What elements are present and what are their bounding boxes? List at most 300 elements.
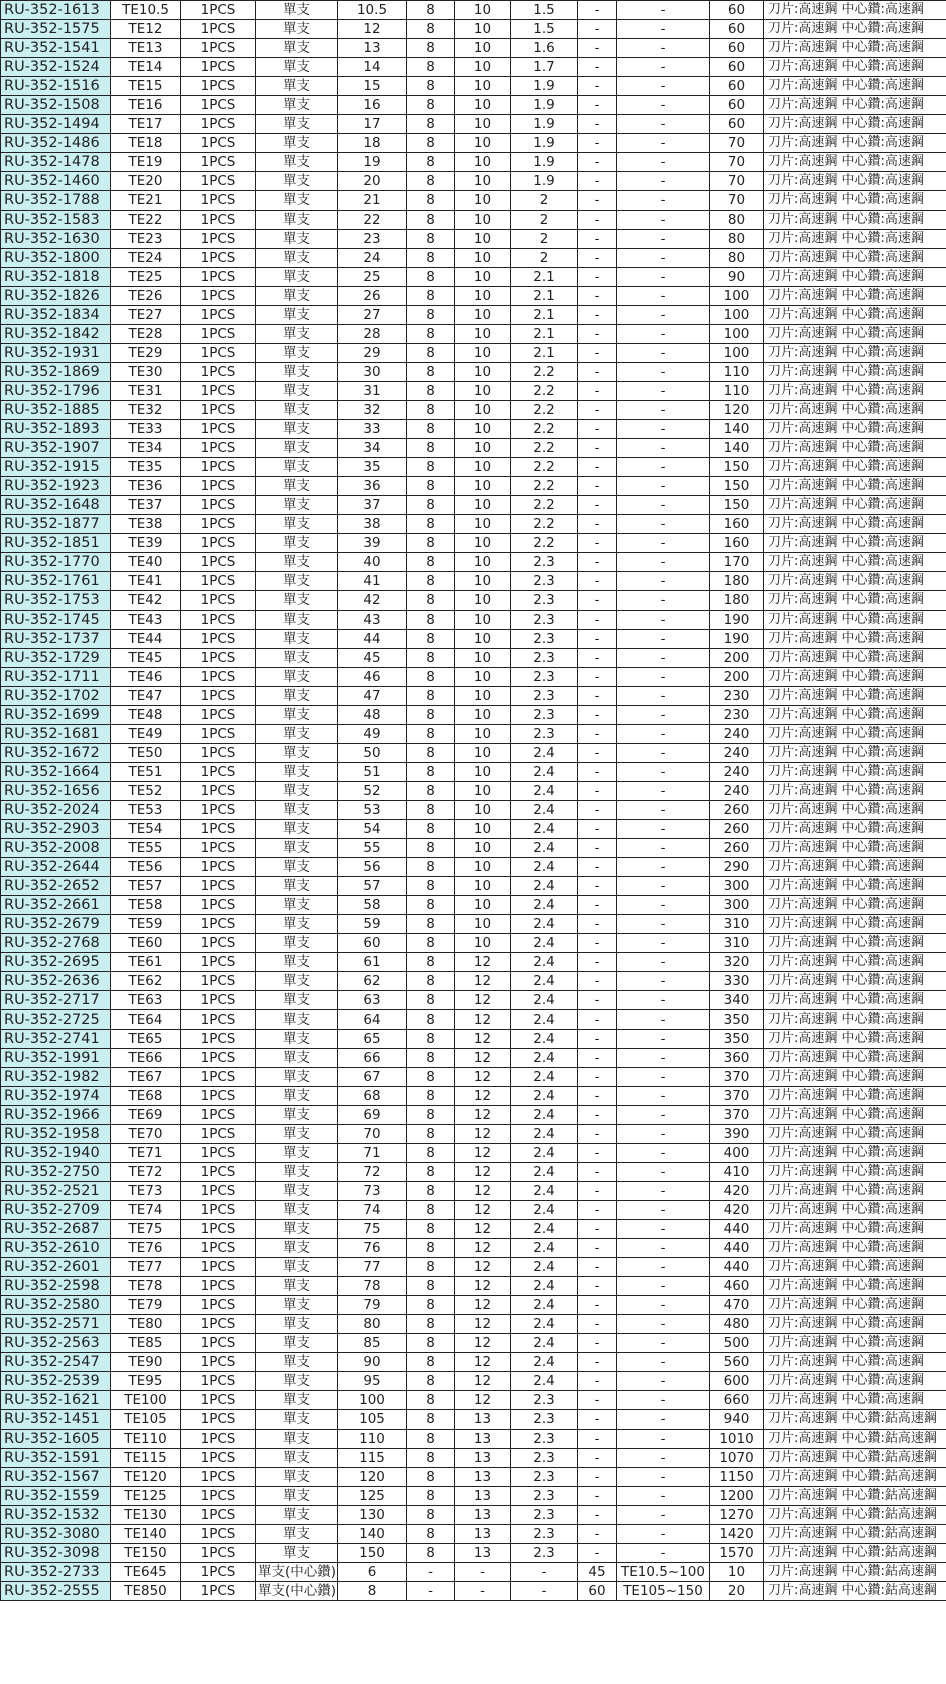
- cell-unit-type: 單支: [256, 991, 338, 1010]
- cell-part-number: RU-352-2008: [1, 839, 111, 858]
- cell-applicable-range: -: [617, 1505, 710, 1524]
- cell-price: 100: [710, 343, 764, 362]
- cell-shank: 8: [407, 1410, 455, 1429]
- cell-part-number: RU-352-1508: [1, 96, 111, 115]
- cell-material: 刀片:高速鋼 中心鑽:高速鋼: [764, 572, 946, 591]
- table-row: [1, 1562, 946, 1581]
- cell-part-number: RU-352-3098: [1, 1543, 111, 1562]
- cell-shank: 8: [407, 1181, 455, 1200]
- cell-applicable-range: -: [617, 1467, 710, 1486]
- cell-thickness: 2.2: [511, 439, 578, 458]
- cell-part-number: RU-352-1745: [1, 610, 111, 629]
- cell-center-drill-size: -: [578, 915, 617, 934]
- cell-thickness: 2.4: [511, 1296, 578, 1315]
- cell-center-drill-size: -: [578, 839, 617, 858]
- cell-unit-type: 單支: [256, 953, 338, 972]
- cell-model: TE18: [111, 134, 181, 153]
- cell-quantity: 1PCS: [181, 591, 256, 610]
- cell-price: 1270: [710, 1505, 764, 1524]
- cell-unit-type: 單支(中心鑽): [256, 1581, 338, 1600]
- cell-diameter: 40: [338, 553, 407, 572]
- cell-price: 390: [710, 1124, 764, 1143]
- cell-center-drill-size: -: [578, 1162, 617, 1181]
- cell-part-number: RU-352-1761: [1, 572, 111, 591]
- cell-thickness: 2.3: [511, 1448, 578, 1467]
- cell-part-number: RU-352-1907: [1, 439, 111, 458]
- cell-diameter: 140: [338, 1524, 407, 1543]
- cell-quantity: 1PCS: [181, 381, 256, 400]
- cell-shank: 8: [407, 1296, 455, 1315]
- cell-model: TE38: [111, 515, 181, 534]
- cell-thickness: 2.2: [511, 534, 578, 553]
- cell-model: TE47: [111, 686, 181, 705]
- cell-shank: 8: [407, 800, 455, 819]
- cell-unit-type: 單支: [256, 839, 338, 858]
- cell-material: 刀片:高速鋼 中心鑽:高速鋼: [764, 115, 946, 134]
- cell-quantity: 1PCS: [181, 915, 256, 934]
- cell-applicable-range: -: [617, 724, 710, 743]
- cell-applicable-range: -: [617, 1181, 710, 1200]
- cell-diameter: 63: [338, 991, 407, 1010]
- cell-price: 170: [710, 553, 764, 572]
- cell-shank: 8: [407, 896, 455, 915]
- cell-price: 260: [710, 800, 764, 819]
- cell-thickness: 2.2: [511, 458, 578, 477]
- cell-diameter: 77: [338, 1258, 407, 1277]
- cell-applicable-range: -: [617, 477, 710, 496]
- cell-center-drill-size: -: [578, 229, 617, 248]
- table-row: [1, 972, 946, 991]
- cell-thickness: 2.3: [511, 667, 578, 686]
- cell-diameter: 74: [338, 1200, 407, 1219]
- cell-center-drill-size: -: [578, 591, 617, 610]
- cell-applicable-range: -: [617, 439, 710, 458]
- cell-part-number: RU-352-2547: [1, 1353, 111, 1372]
- cell-applicable-range: -: [617, 20, 710, 39]
- cell-material: 刀片:高速鋼 中心鑽:高速鋼: [764, 1277, 946, 1296]
- table-row: [1, 400, 946, 419]
- cell-quantity: 1PCS: [181, 153, 256, 172]
- cell-unit-type: 單支: [256, 800, 338, 819]
- cell-model: TE74: [111, 1200, 181, 1219]
- cell-material: 刀片:高速鋼 中心鑽:高速鋼: [764, 1372, 946, 1391]
- cell-quantity: 1PCS: [181, 343, 256, 362]
- cell-model: TE71: [111, 1143, 181, 1162]
- cell-price: 90: [710, 267, 764, 286]
- cell-part-number: RU-352-1893: [1, 420, 111, 439]
- cell-part-number: RU-352-2709: [1, 1200, 111, 1219]
- cell-price: 60: [710, 115, 764, 134]
- cell-diameter: 55: [338, 839, 407, 858]
- cell-length: 10: [455, 343, 511, 362]
- cell-price: 1570: [710, 1543, 764, 1562]
- cell-length: 10: [455, 58, 511, 77]
- cell-material: 刀片:高速鋼 中心鑽:高速鋼: [764, 191, 946, 210]
- cell-center-drill-size: -: [578, 362, 617, 381]
- cell-thickness: 2.4: [511, 915, 578, 934]
- cell-part-number: RU-352-1460: [1, 172, 111, 191]
- cell-shank: 8: [407, 248, 455, 267]
- cell-quantity: 1PCS: [181, 705, 256, 724]
- cell-model: TE77: [111, 1258, 181, 1277]
- cell-unit-type: 單支: [256, 820, 338, 839]
- cell-center-drill-size: -: [578, 1220, 617, 1239]
- cell-model: TE43: [111, 610, 181, 629]
- table-row: [1, 305, 946, 324]
- cell-diameter: 53: [338, 800, 407, 819]
- cell-thickness: 2.4: [511, 1029, 578, 1048]
- cell-price: 240: [710, 743, 764, 762]
- cell-unit-type: 單支: [256, 591, 338, 610]
- cell-price: 320: [710, 953, 764, 972]
- cell-center-drill-size: -: [578, 1410, 617, 1429]
- cell-material: 刀片:高速鋼 中心鑽:高速鋼: [764, 20, 946, 39]
- table-row: [1, 1505, 946, 1524]
- cell-model: TE90: [111, 1353, 181, 1372]
- cell-price: 370: [710, 1105, 764, 1124]
- cell-shank: 8: [407, 1543, 455, 1562]
- cell-quantity: 1PCS: [181, 1048, 256, 1067]
- cell-diameter: 23: [338, 229, 407, 248]
- cell-diameter: 37: [338, 496, 407, 515]
- table-row: [1, 1048, 946, 1067]
- table-row: [1, 458, 946, 477]
- cell-part-number: RU-352-1931: [1, 343, 111, 362]
- cell-center-drill-size: -: [578, 305, 617, 324]
- cell-length: 10: [455, 134, 511, 153]
- cell-diameter: 72: [338, 1162, 407, 1181]
- cell-applicable-range: -: [617, 762, 710, 781]
- cell-model: TE61: [111, 953, 181, 972]
- cell-price: 240: [710, 762, 764, 781]
- cell-diameter: 76: [338, 1239, 407, 1258]
- cell-diameter: 115: [338, 1448, 407, 1467]
- cell-model: TE20: [111, 172, 181, 191]
- cell-price: 100: [710, 305, 764, 324]
- cell-diameter: 80: [338, 1315, 407, 1334]
- cell-unit-type: 單支: [256, 58, 338, 77]
- table-row: [1, 1353, 946, 1372]
- cell-length: 10: [455, 648, 511, 667]
- cell-diameter: 58: [338, 896, 407, 915]
- table-row: [1, 1486, 946, 1505]
- table-row: [1, 1124, 946, 1143]
- table-row: [1, 248, 946, 267]
- cell-center-drill-size: -: [578, 1372, 617, 1391]
- cell-shank: 8: [407, 762, 455, 781]
- cell-unit-type: 單支: [256, 267, 338, 286]
- cell-thickness: 2.4: [511, 1315, 578, 1334]
- cell-unit-type: 單支: [256, 210, 338, 229]
- cell-quantity: 1PCS: [181, 172, 256, 191]
- cell-model: TE85: [111, 1334, 181, 1353]
- cell-price: 160: [710, 515, 764, 534]
- cell-part-number: RU-352-1567: [1, 1467, 111, 1486]
- table-row: [1, 1429, 946, 1448]
- cell-shank: 8: [407, 400, 455, 419]
- cell-applicable-range: -: [617, 362, 710, 381]
- cell-quantity: 1PCS: [181, 1315, 256, 1334]
- cell-part-number: RU-352-1788: [1, 191, 111, 210]
- cell-center-drill-size: -: [578, 1353, 617, 1372]
- cell-unit-type: 單支: [256, 1486, 338, 1505]
- cell-unit-type: 單支: [256, 305, 338, 324]
- cell-quantity: 1PCS: [181, 115, 256, 134]
- cell-applicable-range: TE10.5~100: [617, 1562, 710, 1581]
- cell-length: 10: [455, 762, 511, 781]
- cell-price: 110: [710, 381, 764, 400]
- cell-price: 60: [710, 58, 764, 77]
- cell-unit-type: 單支: [256, 877, 338, 896]
- cell-model: TE52: [111, 781, 181, 800]
- cell-unit-type: 單支: [256, 439, 338, 458]
- cell-shank: 8: [407, 553, 455, 572]
- cell-applicable-range: -: [617, 210, 710, 229]
- cell-price: 440: [710, 1258, 764, 1277]
- cell-model: TE60: [111, 934, 181, 953]
- cell-shank: 8: [407, 172, 455, 191]
- cell-part-number: RU-352-1699: [1, 705, 111, 724]
- cell-applicable-range: -: [617, 343, 710, 362]
- cell-quantity: 1PCS: [181, 1486, 256, 1505]
- cell-thickness: 1.9: [511, 96, 578, 115]
- cell-model: TE56: [111, 858, 181, 877]
- cell-applicable-range: -: [617, 800, 710, 819]
- cell-diameter: 70: [338, 1124, 407, 1143]
- cell-material: 刀片:高速鋼 中心鑽:鈷高速鋼: [764, 1410, 946, 1429]
- cell-part-number: RU-352-2539: [1, 1372, 111, 1391]
- cell-price: 60: [710, 1, 764, 20]
- cell-diameter: 42: [338, 591, 407, 610]
- cell-length: 13: [455, 1448, 511, 1467]
- cell-unit-type: 單支: [256, 1239, 338, 1258]
- cell-model: TE95: [111, 1372, 181, 1391]
- cell-quantity: 1PCS: [181, 648, 256, 667]
- cell-unit-type: 單支: [256, 1334, 338, 1353]
- cell-thickness: 2.2: [511, 420, 578, 439]
- cell-applicable-range: -: [617, 1, 710, 20]
- cell-thickness: 2.1: [511, 324, 578, 343]
- cell-quantity: 1PCS: [181, 515, 256, 534]
- cell-quantity: 1PCS: [181, 781, 256, 800]
- cell-material: 刀片:高速鋼 中心鑽:高速鋼: [764, 96, 946, 115]
- cell-model: TE16: [111, 96, 181, 115]
- cell-length: 13: [455, 1505, 511, 1524]
- cell-length: 10: [455, 553, 511, 572]
- cell-applicable-range: -: [617, 115, 710, 134]
- cell-applicable-range: -: [617, 1162, 710, 1181]
- cell-shank: 8: [407, 1505, 455, 1524]
- cell-model: TE10.5: [111, 1, 181, 20]
- cell-shank: 8: [407, 1029, 455, 1048]
- cell-length: 10: [455, 800, 511, 819]
- table-row: [1, 324, 946, 343]
- cell-material: 刀片:高速鋼 中心鑽:鈷高速鋼: [764, 1562, 946, 1581]
- cell-center-drill-size: -: [578, 934, 617, 953]
- table-row: [1, 1334, 946, 1353]
- cell-material: 刀片:高速鋼 中心鑽:高速鋼: [764, 877, 946, 896]
- cell-price: 290: [710, 858, 764, 877]
- cell-model: TE13: [111, 39, 181, 58]
- cell-shank: 8: [407, 496, 455, 515]
- cell-price: 410: [710, 1162, 764, 1181]
- cell-applicable-range: -: [617, 1353, 710, 1372]
- cell-center-drill-size: -: [578, 1200, 617, 1219]
- cell-quantity: 1PCS: [181, 20, 256, 39]
- cell-diameter: 13: [338, 39, 407, 58]
- cell-material: 刀片:高速鋼 中心鑽:高速鋼: [764, 991, 946, 1010]
- cell-price: 1200: [710, 1486, 764, 1505]
- cell-applicable-range: -: [617, 972, 710, 991]
- cell-part-number: RU-352-1451: [1, 1410, 111, 1429]
- cell-applicable-range: -: [617, 1067, 710, 1086]
- cell-thickness: 2: [511, 191, 578, 210]
- cell-model: TE37: [111, 496, 181, 515]
- cell-length: 10: [455, 400, 511, 419]
- cell-model: TE100: [111, 1391, 181, 1410]
- cell-center-drill-size: -: [578, 667, 617, 686]
- cell-center-drill-size: -: [578, 1448, 617, 1467]
- cell-part-number: RU-352-1770: [1, 553, 111, 572]
- cell-thickness: 1.6: [511, 39, 578, 58]
- cell-model: TE15: [111, 77, 181, 96]
- cell-unit-type: 單支: [256, 915, 338, 934]
- cell-model: TE64: [111, 1010, 181, 1029]
- cell-price: 230: [710, 686, 764, 705]
- cell-applicable-range: -: [617, 381, 710, 400]
- cell-unit-type: 單支: [256, 1372, 338, 1391]
- cell-diameter: 45: [338, 648, 407, 667]
- cell-thickness: 2.3: [511, 724, 578, 743]
- cell-center-drill-size: -: [578, 1143, 617, 1162]
- cell-center-drill-size: -: [578, 20, 617, 39]
- cell-diameter: 79: [338, 1296, 407, 1315]
- cell-thickness: 2.4: [511, 1220, 578, 1239]
- cell-length: 12: [455, 991, 511, 1010]
- cell-shank: 8: [407, 1277, 455, 1296]
- cell-material: 刀片:高速鋼 中心鑽:高速鋼: [764, 477, 946, 496]
- table-row: [1, 134, 946, 153]
- cell-price: 500: [710, 1334, 764, 1353]
- cell-unit-type: 單支: [256, 229, 338, 248]
- table-row: [1, 439, 946, 458]
- cell-model: TE46: [111, 667, 181, 686]
- cell-center-drill-size: -: [578, 1543, 617, 1562]
- table-row: [1, 896, 946, 915]
- table-row: [1, 1143, 946, 1162]
- cell-material: 刀片:高速鋼 中心鑽:高速鋼: [764, 743, 946, 762]
- cell-part-number: RU-352-1869: [1, 362, 111, 381]
- cell-center-drill-size: -: [578, 496, 617, 515]
- cell-center-drill-size: -: [578, 58, 617, 77]
- cell-price: 70: [710, 134, 764, 153]
- cell-material: 刀片:高速鋼 中心鑽:高速鋼: [764, 1258, 946, 1277]
- table-row: [1, 496, 946, 515]
- cell-diameter: 32: [338, 400, 407, 419]
- cell-diameter: 48: [338, 705, 407, 724]
- cell-quantity: 1PCS: [181, 1010, 256, 1029]
- cell-part-number: RU-352-1583: [1, 210, 111, 229]
- cell-diameter: 21: [338, 191, 407, 210]
- cell-quantity: 1PCS: [181, 953, 256, 972]
- cell-applicable-range: -: [617, 1315, 710, 1334]
- cell-length: 10: [455, 420, 511, 439]
- cell-applicable-range: -: [617, 1334, 710, 1353]
- table-row: [1, 1467, 946, 1486]
- cell-material: 刀片:高速鋼 中心鑽:高速鋼: [764, 591, 946, 610]
- cell-quantity: 1PCS: [181, 724, 256, 743]
- cell-price: 1420: [710, 1524, 764, 1543]
- cell-quantity: 1PCS: [181, 1334, 256, 1353]
- cell-diameter: 26: [338, 286, 407, 305]
- cell-diameter: 6: [338, 1562, 407, 1581]
- cell-part-number: RU-352-2661: [1, 896, 111, 915]
- cell-center-drill-size: -: [578, 439, 617, 458]
- cell-thickness: 2.4: [511, 1277, 578, 1296]
- table-row: [1, 477, 946, 496]
- cell-price: 300: [710, 877, 764, 896]
- cell-thickness: 2.3: [511, 1410, 578, 1429]
- cell-length: 10: [455, 896, 511, 915]
- cell-price: 300: [710, 896, 764, 915]
- cell-center-drill-size: -: [578, 972, 617, 991]
- cell-shank: 8: [407, 439, 455, 458]
- cell-thickness: 2.4: [511, 1181, 578, 1200]
- cell-material: 刀片:高速鋼 中心鑽:高速鋼: [764, 153, 946, 172]
- cell-length: 12: [455, 1200, 511, 1219]
- cell-length: 10: [455, 496, 511, 515]
- cell-unit-type: 單支: [256, 934, 338, 953]
- cell-center-drill-size: -: [578, 1277, 617, 1296]
- cell-applicable-range: -: [617, 1220, 710, 1239]
- cell-diameter: 120: [338, 1467, 407, 1486]
- cell-part-number: RU-352-1672: [1, 743, 111, 762]
- cell-applicable-range: -: [617, 705, 710, 724]
- cell-length: 10: [455, 39, 511, 58]
- cell-shank: 8: [407, 134, 455, 153]
- cell-unit-type: 單支: [256, 762, 338, 781]
- table-row: [1, 515, 946, 534]
- cell-unit-type: 單支: [256, 648, 338, 667]
- cell-shank: 8: [407, 324, 455, 343]
- cell-unit-type: 單支: [256, 39, 338, 58]
- cell-shank: 8: [407, 915, 455, 934]
- cell-length: 10: [455, 820, 511, 839]
- cell-length: 13: [455, 1429, 511, 1448]
- cell-length: 13: [455, 1486, 511, 1505]
- cell-shank: 8: [407, 210, 455, 229]
- cell-quantity: 1PCS: [181, 39, 256, 58]
- cell-material: 刀片:高速鋼 中心鑽:高速鋼: [764, 400, 946, 419]
- cell-unit-type: 單支: [256, 96, 338, 115]
- cell-part-number: RU-352-2563: [1, 1334, 111, 1353]
- cell-unit-type: 單支: [256, 1067, 338, 1086]
- cell-quantity: 1PCS: [181, 1143, 256, 1162]
- cell-shank: 8: [407, 229, 455, 248]
- cell-material: 刀片:高速鋼 中心鑽:高速鋼: [764, 515, 946, 534]
- cell-unit-type: 單支: [256, 191, 338, 210]
- table-row: [1, 648, 946, 667]
- cell-price: 600: [710, 1372, 764, 1391]
- cell-diameter: 29: [338, 343, 407, 362]
- cell-model: TE63: [111, 991, 181, 1010]
- table-row: [1, 743, 946, 762]
- cell-material: 刀片:高速鋼 中心鑽:高速鋼: [764, 610, 946, 629]
- cell-part-number: RU-352-1613: [1, 1, 111, 20]
- cell-length: 10: [455, 781, 511, 800]
- cell-length: 12: [455, 1162, 511, 1181]
- cell-applicable-range: -: [617, 534, 710, 553]
